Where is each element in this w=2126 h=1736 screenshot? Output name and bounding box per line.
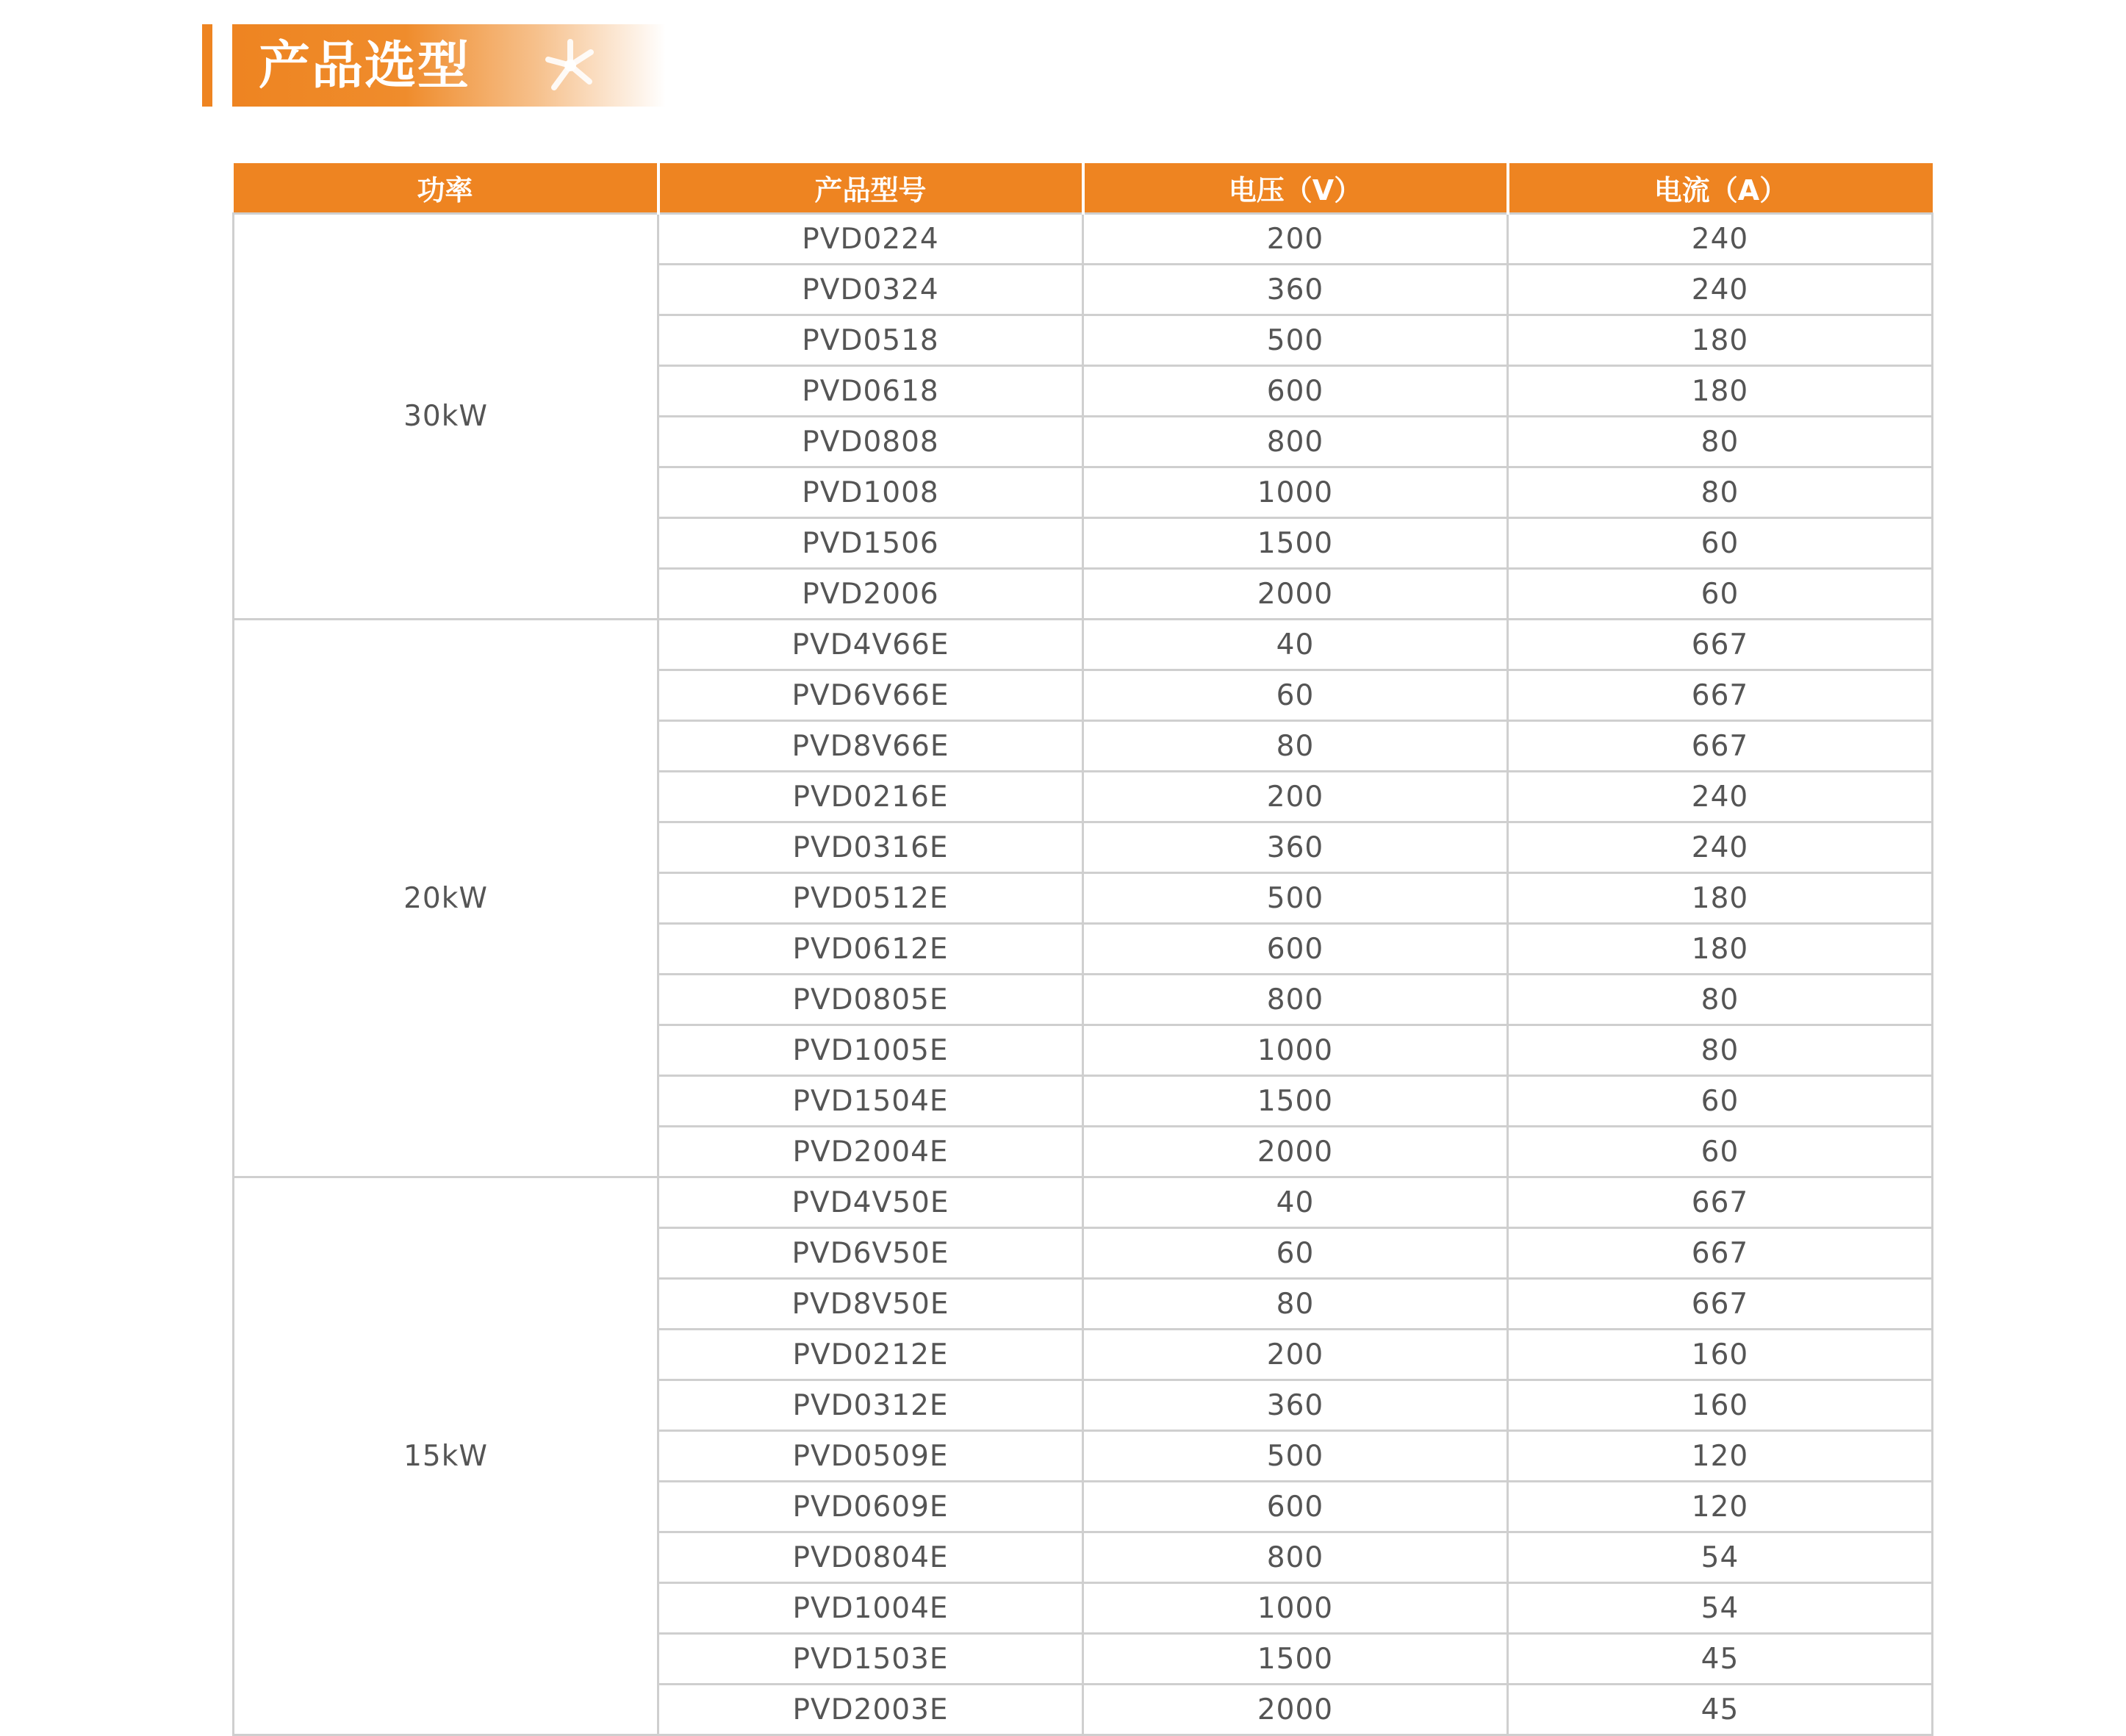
voltage-cell: 200	[1083, 772, 1508, 822]
power-cell: 30kW	[234, 214, 658, 620]
model-cell: PVD0324	[658, 265, 1083, 315]
voltage-cell: 600	[1083, 1482, 1508, 1532]
model-cell: PVD0512E	[658, 873, 1083, 924]
page-title: 产品选型	[259, 35, 470, 96]
model-cell: PVD0805E	[658, 975, 1083, 1025]
model-cell: PVD1005E	[658, 1025, 1083, 1076]
current-cell: 667	[1508, 1279, 1933, 1330]
current-cell: 240	[1508, 265, 1933, 315]
power-cell: 15kW	[234, 1177, 658, 1735]
current-cell: 667	[1508, 1177, 1933, 1228]
current-cell: 240	[1508, 772, 1933, 822]
model-cell: PVD0804E	[658, 1532, 1083, 1583]
current-cell: 160	[1508, 1380, 1933, 1431]
current-cell: 45	[1508, 1685, 1933, 1735]
model-cell: PVD0808	[658, 417, 1083, 467]
current-cell: 54	[1508, 1532, 1933, 1583]
current-cell: 667	[1508, 721, 1933, 772]
current-cell: 667	[1508, 670, 1933, 721]
voltage-cell: 200	[1083, 1330, 1508, 1380]
product-selection-table	[232, 163, 1933, 1736]
current-cell: 60	[1508, 1127, 1933, 1177]
model-cell: PVD4V50E	[658, 1177, 1083, 1228]
model-cell: PVD1004E	[658, 1583, 1083, 1634]
voltage-cell: 360	[1083, 822, 1508, 873]
voltage-cell: 360	[1083, 265, 1508, 315]
model-cell: PVD0224	[658, 214, 1083, 265]
model-cell: PVD0216E	[658, 772, 1083, 822]
current-cell: 667	[1508, 1228, 1933, 1279]
current-cell: 180	[1508, 366, 1933, 417]
current-cell: 120	[1508, 1431, 1933, 1482]
table-header-row	[234, 163, 1933, 214]
current-cell: 60	[1508, 518, 1933, 569]
model-cell: PVD1008	[658, 467, 1083, 518]
voltage-cell: 2000	[1083, 569, 1508, 620]
voltage-cell: 600	[1083, 366, 1508, 417]
voltage-cell: 40	[1083, 1177, 1508, 1228]
model-cell: PVD0212E	[658, 1330, 1083, 1380]
voltage-cell: 1000	[1083, 467, 1508, 518]
model-cell: PVD2006	[658, 569, 1083, 620]
current-cell: 45	[1508, 1634, 1933, 1685]
header-voltage: 电压（V）	[1083, 163, 1508, 214]
current-cell: 60	[1508, 569, 1933, 620]
header-power: 功率	[234, 163, 658, 214]
current-cell: 240	[1508, 822, 1933, 873]
header-model: 产品型号	[658, 163, 1083, 214]
flower-icon	[541, 36, 600, 95]
model-cell: PVD8V50E	[658, 1279, 1083, 1330]
voltage-cell: 500	[1083, 315, 1508, 366]
voltage-cell: 200	[1083, 214, 1508, 265]
model-cell: PVD0609E	[658, 1482, 1083, 1532]
current-cell: 80	[1508, 467, 1933, 518]
voltage-cell: 40	[1083, 620, 1508, 670]
voltage-cell: 800	[1083, 417, 1508, 467]
model-cell: PVD8V66E	[658, 721, 1083, 772]
current-cell: 240	[1508, 214, 1933, 265]
power-cell: 20kW	[234, 620, 658, 1177]
current-cell: 80	[1508, 1025, 1933, 1076]
voltage-cell: 60	[1083, 1228, 1508, 1279]
model-cell: PVD2003E	[658, 1685, 1083, 1735]
model-cell: PVD0509E	[658, 1431, 1083, 1482]
voltage-cell: 500	[1083, 1431, 1508, 1482]
model-cell: PVD1503E	[658, 1634, 1083, 1685]
voltage-cell: 1500	[1083, 1634, 1508, 1685]
voltage-cell: 80	[1083, 721, 1508, 772]
voltage-cell: 1500	[1083, 1076, 1508, 1127]
current-cell: 80	[1508, 975, 1933, 1025]
current-cell: 180	[1508, 315, 1933, 366]
voltage-cell: 800	[1083, 975, 1508, 1025]
voltage-cell: 2000	[1083, 1685, 1508, 1735]
model-cell: PVD6V50E	[658, 1228, 1083, 1279]
model-cell: PVD0612E	[658, 924, 1083, 975]
voltage-cell: 360	[1083, 1380, 1508, 1431]
model-cell: PVD2004E	[658, 1127, 1083, 1177]
voltage-cell: 2000	[1083, 1127, 1508, 1177]
current-cell: 180	[1508, 873, 1933, 924]
model-cell: PVD4V66E	[658, 620, 1083, 670]
title-accent-bar	[202, 24, 212, 107]
model-cell: PVD1506	[658, 518, 1083, 569]
model-cell: PVD1504E	[658, 1076, 1083, 1127]
current-cell: 160	[1508, 1330, 1933, 1380]
table-body	[234, 214, 1933, 1735]
voltage-cell: 800	[1083, 1532, 1508, 1583]
voltage-cell: 500	[1083, 873, 1508, 924]
voltage-cell: 1000	[1083, 1025, 1508, 1076]
voltage-cell: 1000	[1083, 1583, 1508, 1634]
voltage-cell: 1500	[1083, 518, 1508, 569]
current-cell: 54	[1508, 1583, 1933, 1634]
table-row	[234, 214, 1933, 265]
table-row	[234, 1177, 1933, 1228]
table-row	[234, 620, 1933, 670]
voltage-cell: 80	[1083, 1279, 1508, 1330]
current-cell: 120	[1508, 1482, 1933, 1532]
model-cell: PVD0316E	[658, 822, 1083, 873]
current-cell: 60	[1508, 1076, 1933, 1127]
voltage-cell: 60	[1083, 670, 1508, 721]
current-cell: 180	[1508, 924, 1933, 975]
current-cell: 80	[1508, 417, 1933, 467]
model-cell: PVD6V66E	[658, 670, 1083, 721]
current-cell: 667	[1508, 620, 1933, 670]
voltage-cell: 600	[1083, 924, 1508, 975]
title-banner	[232, 24, 666, 107]
model-cell: PVD0618	[658, 366, 1083, 417]
model-cell: PVD0312E	[658, 1380, 1083, 1431]
header-current: 电流（A）	[1508, 163, 1933, 214]
model-cell: PVD0518	[658, 315, 1083, 366]
